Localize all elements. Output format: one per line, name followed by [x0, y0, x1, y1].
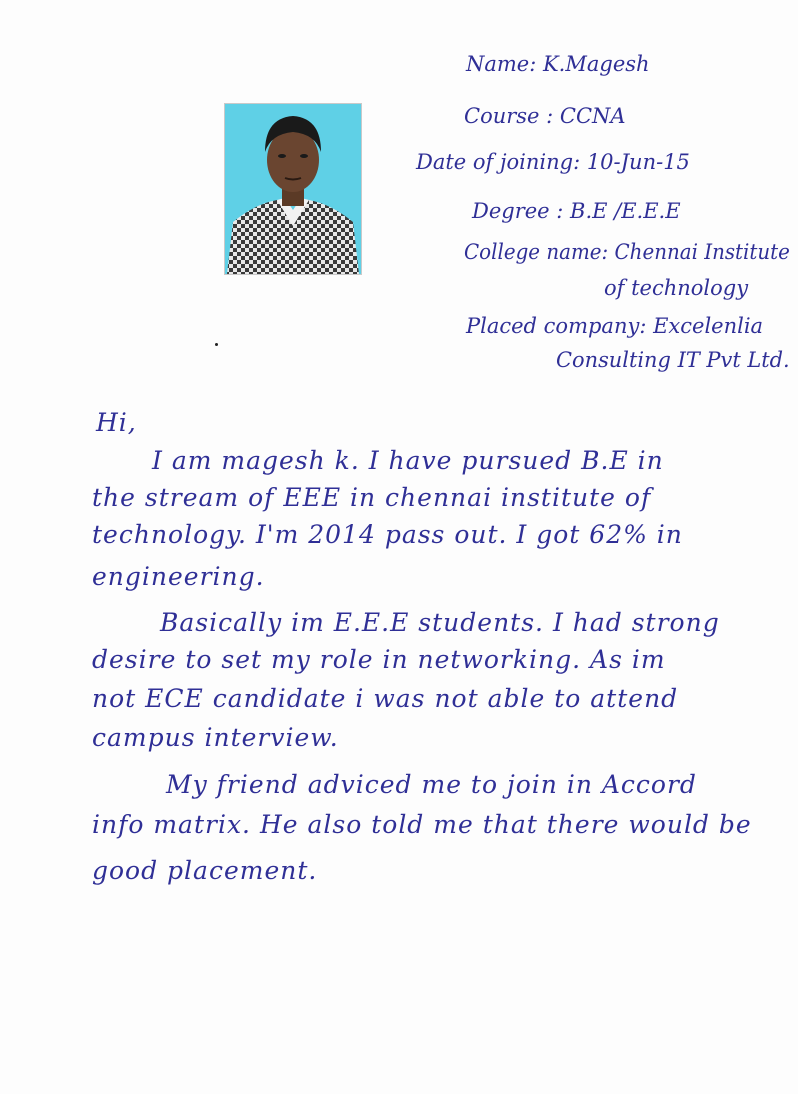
- letter-line: good placement.: [92, 856, 318, 885]
- course-field: Course : CCNA: [464, 104, 626, 128]
- college-name-continued: of technology: [604, 276, 749, 300]
- letter-line: not ECE candidate i was not able to attend: [92, 684, 679, 713]
- college-name-field: College name: Chennai Institute: [464, 240, 790, 264]
- letter-line: campus interview.: [92, 723, 339, 752]
- letter-line: Basically im E.E.E students. I had strong: [160, 608, 720, 637]
- name-field: Name: K.Magesh: [466, 52, 650, 76]
- letter-line: I am magesh k. I have pursued B.E in: [152, 446, 664, 475]
- degree-field: Degree : B.E /E.E.E: [472, 199, 681, 223]
- letter-greeting: Hi,: [96, 408, 137, 437]
- placed-company-continued: Consulting IT Pvt Ltd.: [556, 348, 790, 372]
- letter-line: desire to set my role in networking. As im: [92, 645, 666, 674]
- ink-speck: [215, 343, 218, 346]
- letter-line: engineering.: [92, 562, 265, 591]
- letter-line: the stream of EEE in chennai institute of: [92, 483, 652, 512]
- passport-photo: [224, 103, 362, 275]
- placed-company-field: Placed company: Excelenlia: [466, 314, 764, 338]
- letter-line: technology. I'm 2014 pass out. I got 62% in: [92, 520, 683, 549]
- date-of-joining-field: Date of joining: 10-Jun-15: [416, 150, 690, 174]
- letter-line: info matrix. He also told me that there would be: [92, 810, 752, 839]
- letter-line: My friend adviced me to join in Accord: [166, 770, 697, 799]
